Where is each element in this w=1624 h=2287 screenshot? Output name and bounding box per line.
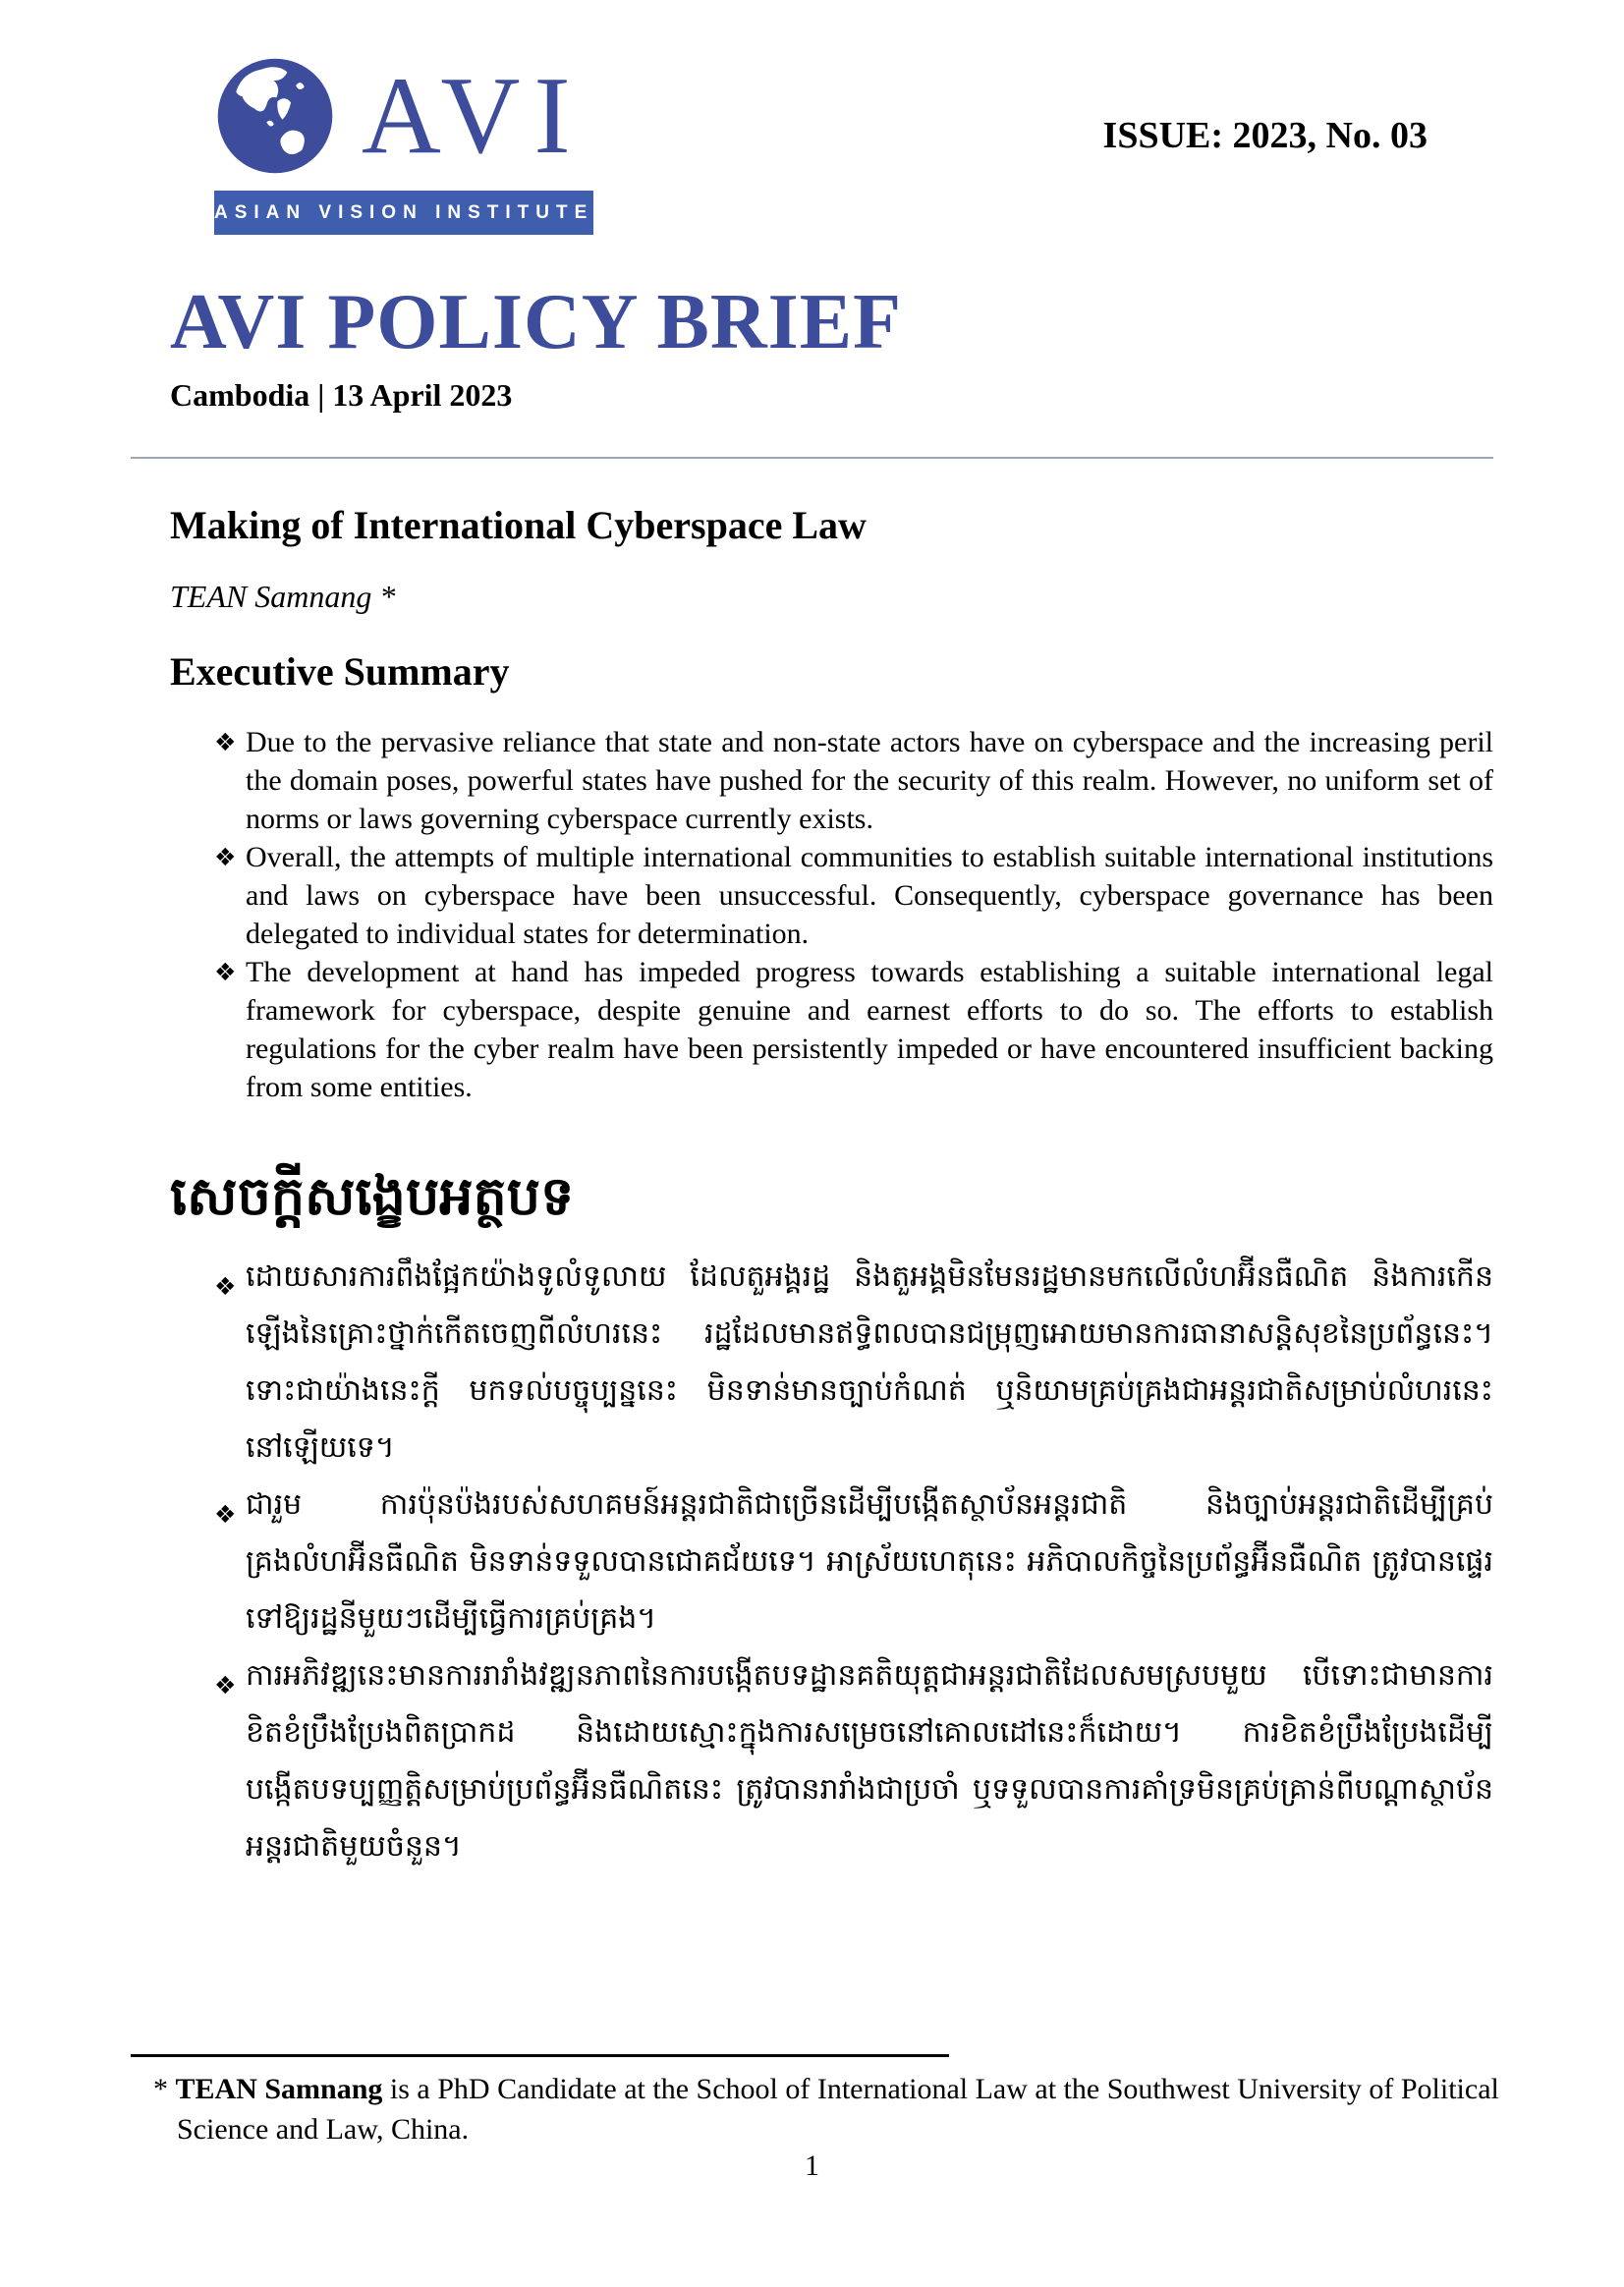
header-divider xyxy=(131,457,1493,459)
summary-list xyxy=(170,723,1493,1106)
main-content xyxy=(170,279,1493,1875)
summary-bullet-text: Overall, the attempts of multiple international communities to establish suitable international institutions and laws on cyberspace have been unsuccessful. Consequently, cyberspace governance has been delegated to individual states for determination. xyxy=(246,841,1493,950)
khmer-bullet-text: ដោយសារការពឹងផ្អែកយ៉ាងទូលំទូលាយ ដែលតួអង្គរដ្ឋ និងតួអង្គមិនមែនរដ្ឋមានមកលើលំហអ៊ីនធឺណិត និងការកើនឡើងនៃគ្រោះថ្នាក់កើតចេញពីលំហរនេះ រដ្ឋដែលមានឥទ្ធិពលបានជម្រុញអោយមានការធានាសន្តិសុខនៃប្រព័ន្ធនេះ។ ទោះជាយ៉ាងនេះក្តី មកទល់បច្ចុប្បន្ននេះ មិនទាន់មានច្បាប់កំណត់ ឬនិយាមគ្រប់គ្រងជាអន្តរជាតិសម្រាប់លំហរនេះនៅឡើយទេ។ xyxy=(246,1259,1493,1464)
dateline: Cambodia | 13 April 2023 xyxy=(170,377,513,413)
avi-logo-row xyxy=(214,55,593,177)
issue-label: ISSUE: 2023, No. 03 xyxy=(1102,115,1428,156)
summary-bullet-text: The development at hand has impeded progress towards establishing a suitable international legal framework for cyberspace, despite genuine and earnest efforts to do so. The efforts to establish regulations for the cyber realm have been persistently impeded or have encountered insufficient backing from some entities. xyxy=(246,956,1493,1103)
list-item xyxy=(170,1477,1493,1647)
list-item xyxy=(170,1647,1493,1875)
logo-banner: ASIAN VISION INSTITUTE xyxy=(214,191,593,235)
footnote-text: is a PhD Candidate at the School of International Law at the Southwest University of Political Science and Law, China. xyxy=(177,2073,1499,2146)
page-number: 1 xyxy=(805,2149,819,2182)
khmer-bullet-text: ជារួម ការប៉ុនប៉ងរបស់សហគមន៍អន្តរជាតិជាច្រើនដើម្បីបង្កើតស្ថាប័នអន្តរជាតិ និងច្បាប់អន្តរជាតិដើម្បីគ្រប់គ្រងលំហអ៊ីនធឺណិត មិនទាន់ទទួលបានជោគជ័យទេ។ អាស្រ័យហេតុនេះ អភិបាលកិច្ចនៃប្រព័ន្ធអ៊ីនធឺណិត ត្រូវបានផ្ទេរទៅឱ្យរដ្ឋនីមួយៗដើម្បីធ្វើការគ្រប់គ្រង។ xyxy=(246,1487,1493,1635)
footnote-divider xyxy=(131,2054,949,2057)
khmer-bullet-text: ការអភិវឌ្ឍនេះមានការរារាំងវឌ្ឍនភាពនៃការបង្កើតបទដ្ឋានគតិយុត្តជាអន្តរជាតិដែលសមស្របមួយ បើទោះជាមានការខិតខំប្រឹងប្រែងពិតប្រាកដ និងដោយស្មោះក្នុងការសម្រេចនៅគោលដៅនេះក៏ដោយ។ ការខិតខំប្រឹងប្រែងដើម្បីបង្កើតបទប្បញ្ញត្តិសម្រាប់ប្រព័ន្ធអ៊ីនធឺណិតនេះ ត្រូវបានរារាំងជាប្រចាំ ឬទទួលបានការគាំទ្រមិនគ្រប់គ្រាន់ពីបណ្តាស្ថាប័នអន្តរជាតិមួយចំនួន។ xyxy=(246,1658,1493,1863)
khmer-summary-list xyxy=(170,1249,1493,1875)
footnote-marker: * xyxy=(153,2073,168,2105)
diamond-bullet-icon: ❖ xyxy=(214,958,237,986)
diamond-bullet-icon: ❖ xyxy=(214,1499,237,1529)
article-title: Making of International Cyberspace Law xyxy=(170,503,867,547)
avi-logo xyxy=(214,55,593,235)
executive-summary-heading: Executive Summary xyxy=(170,649,510,694)
list-item xyxy=(170,723,1493,838)
brief-title: AVI POLICY BRIEF xyxy=(170,279,903,365)
diamond-bullet-icon: ❖ xyxy=(214,843,237,871)
list-item xyxy=(170,838,1493,953)
footnote-author: TEAN Samnang xyxy=(175,2073,383,2105)
diamond-bullet-icon: ❖ xyxy=(214,1271,237,1301)
globe-icon xyxy=(214,55,336,177)
list-item xyxy=(170,1249,1493,1477)
summary-bullet-text: Due to the pervasive reliance that state and non-state actors have on cyberspace and the increasing peril the domain poses, powerful states have pushed for the security of this realm. However, no uniform set of norms or laws governing cyberspace currently exists. xyxy=(246,726,1493,835)
diamond-bullet-icon: ❖ xyxy=(214,1670,237,1700)
footnote xyxy=(153,2069,1515,2149)
author-line: TEAN Samnang * xyxy=(170,579,396,614)
list-item xyxy=(170,953,1493,1106)
khmer-summary-heading: សេចក្តីសង្ខេបអត្ថបទ xyxy=(170,1167,575,1226)
logo-acronym: AVI xyxy=(362,55,585,177)
diamond-bullet-icon: ❖ xyxy=(214,728,237,756)
